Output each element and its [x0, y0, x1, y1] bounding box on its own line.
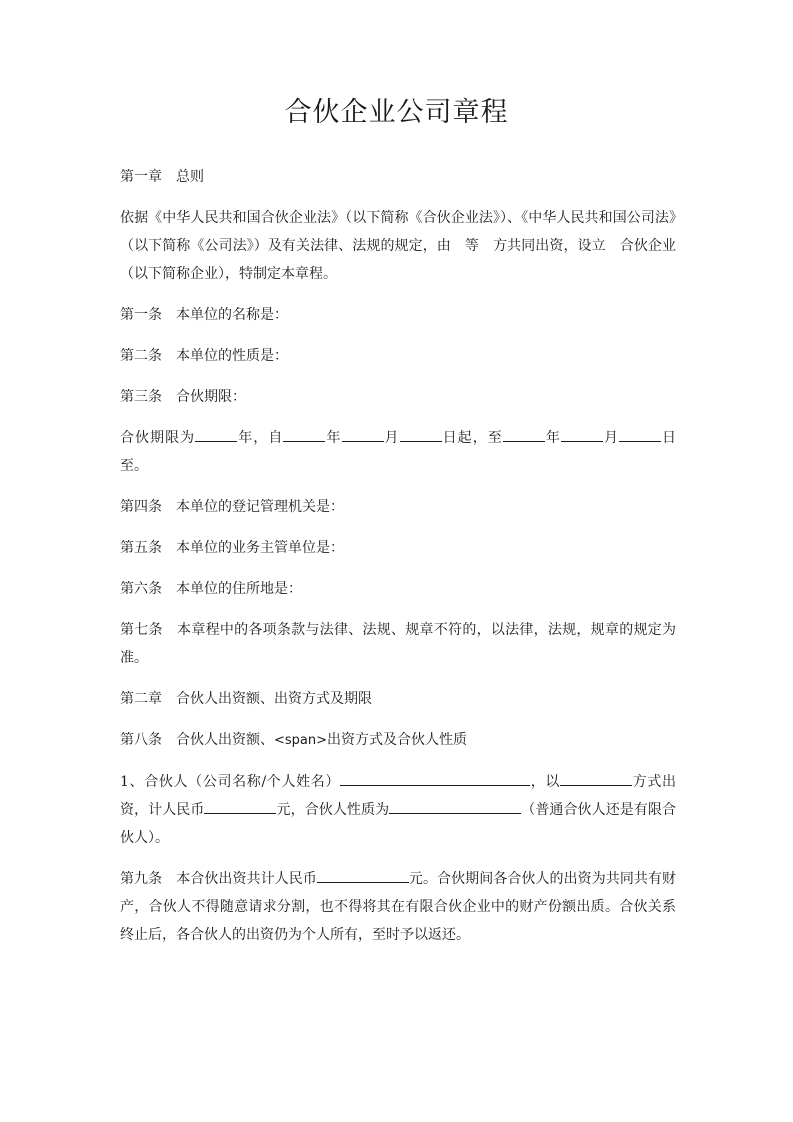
article-4: 第四条 本单位的登记管理机关是： — [120, 499, 344, 515]
document-title: 合伙企业公司章程 — [284, 97, 509, 128]
term-paragraph: 合伙期限为 年，自 年 月 日起，至 年 月 日至。 — [120, 424, 676, 480]
blank-end-year — [503, 425, 545, 442]
article-5: 第五条 本单位的业务主管单位是： — [120, 540, 344, 556]
blank-total-contribution — [317, 866, 409, 883]
span-tag-text: <span> — [274, 733, 328, 748]
article-1: 第一条 本单位的名称是： — [120, 307, 288, 323]
article-2: 第二条 本单位的性质是： — [120, 348, 288, 364]
blank-end-day — [619, 425, 661, 442]
article-8: 第八条 合伙人出资额、<span>出资方式及合伙人性质 — [120, 732, 468, 748]
article-3: 第三条 合伙期限： — [120, 389, 246, 405]
blank-contribution-amount — [204, 797, 276, 814]
intro-paragraph: 依据《中华人民共和国合伙企业法》（以下简称《合伙企业法》）、《中华人民共和国公司法》（以下简称《公司法》）及有关法律、法规的规定，由 等 方共同出资，设立 合伙企业（以下简称企业），特制定本章程。 — [120, 210, 676, 282]
chapter-2-heading: 第二章 合伙人出资额、出资方式及期限 — [120, 691, 372, 707]
article-6: 第六条 本单位的住所地是： — [120, 581, 302, 597]
blank-start-month — [342, 425, 384, 442]
blank-start-year — [283, 425, 325, 442]
blank-partner-name — [340, 769, 530, 786]
blank-years — [195, 425, 237, 442]
partner-item-1: 1、合伙人（公司名称/个人姓名） ，以 方式出资，计人民币 元，合伙人性质为 （普通合伙人还是有限合伙人）。 — [120, 768, 676, 852]
blank-contribution-method — [560, 769, 632, 786]
blank-end-month — [561, 425, 603, 442]
chapter-1-heading: 第一章 总则 — [120, 169, 204, 185]
article-7: 第七条 本章程中的各项条款与法律、法规、规章不符的，以法律，法规，规章的规定为准。 — [120, 622, 676, 666]
article-9: 第九条 本合伙出资共计人民币 元。合伙期间各合伙人的出资为共同共有财产，合伙人不得随意请求分割，也不得将其在有限合伙企业中的财产份额出质。合伙关系终止后，各合伙人的出资仍为个人所有，至时予以返还。 — [120, 865, 676, 949]
document-body — [120, 163, 676, 962]
blank-partner-type — [389, 797, 521, 814]
blank-start-day — [400, 425, 442, 442]
